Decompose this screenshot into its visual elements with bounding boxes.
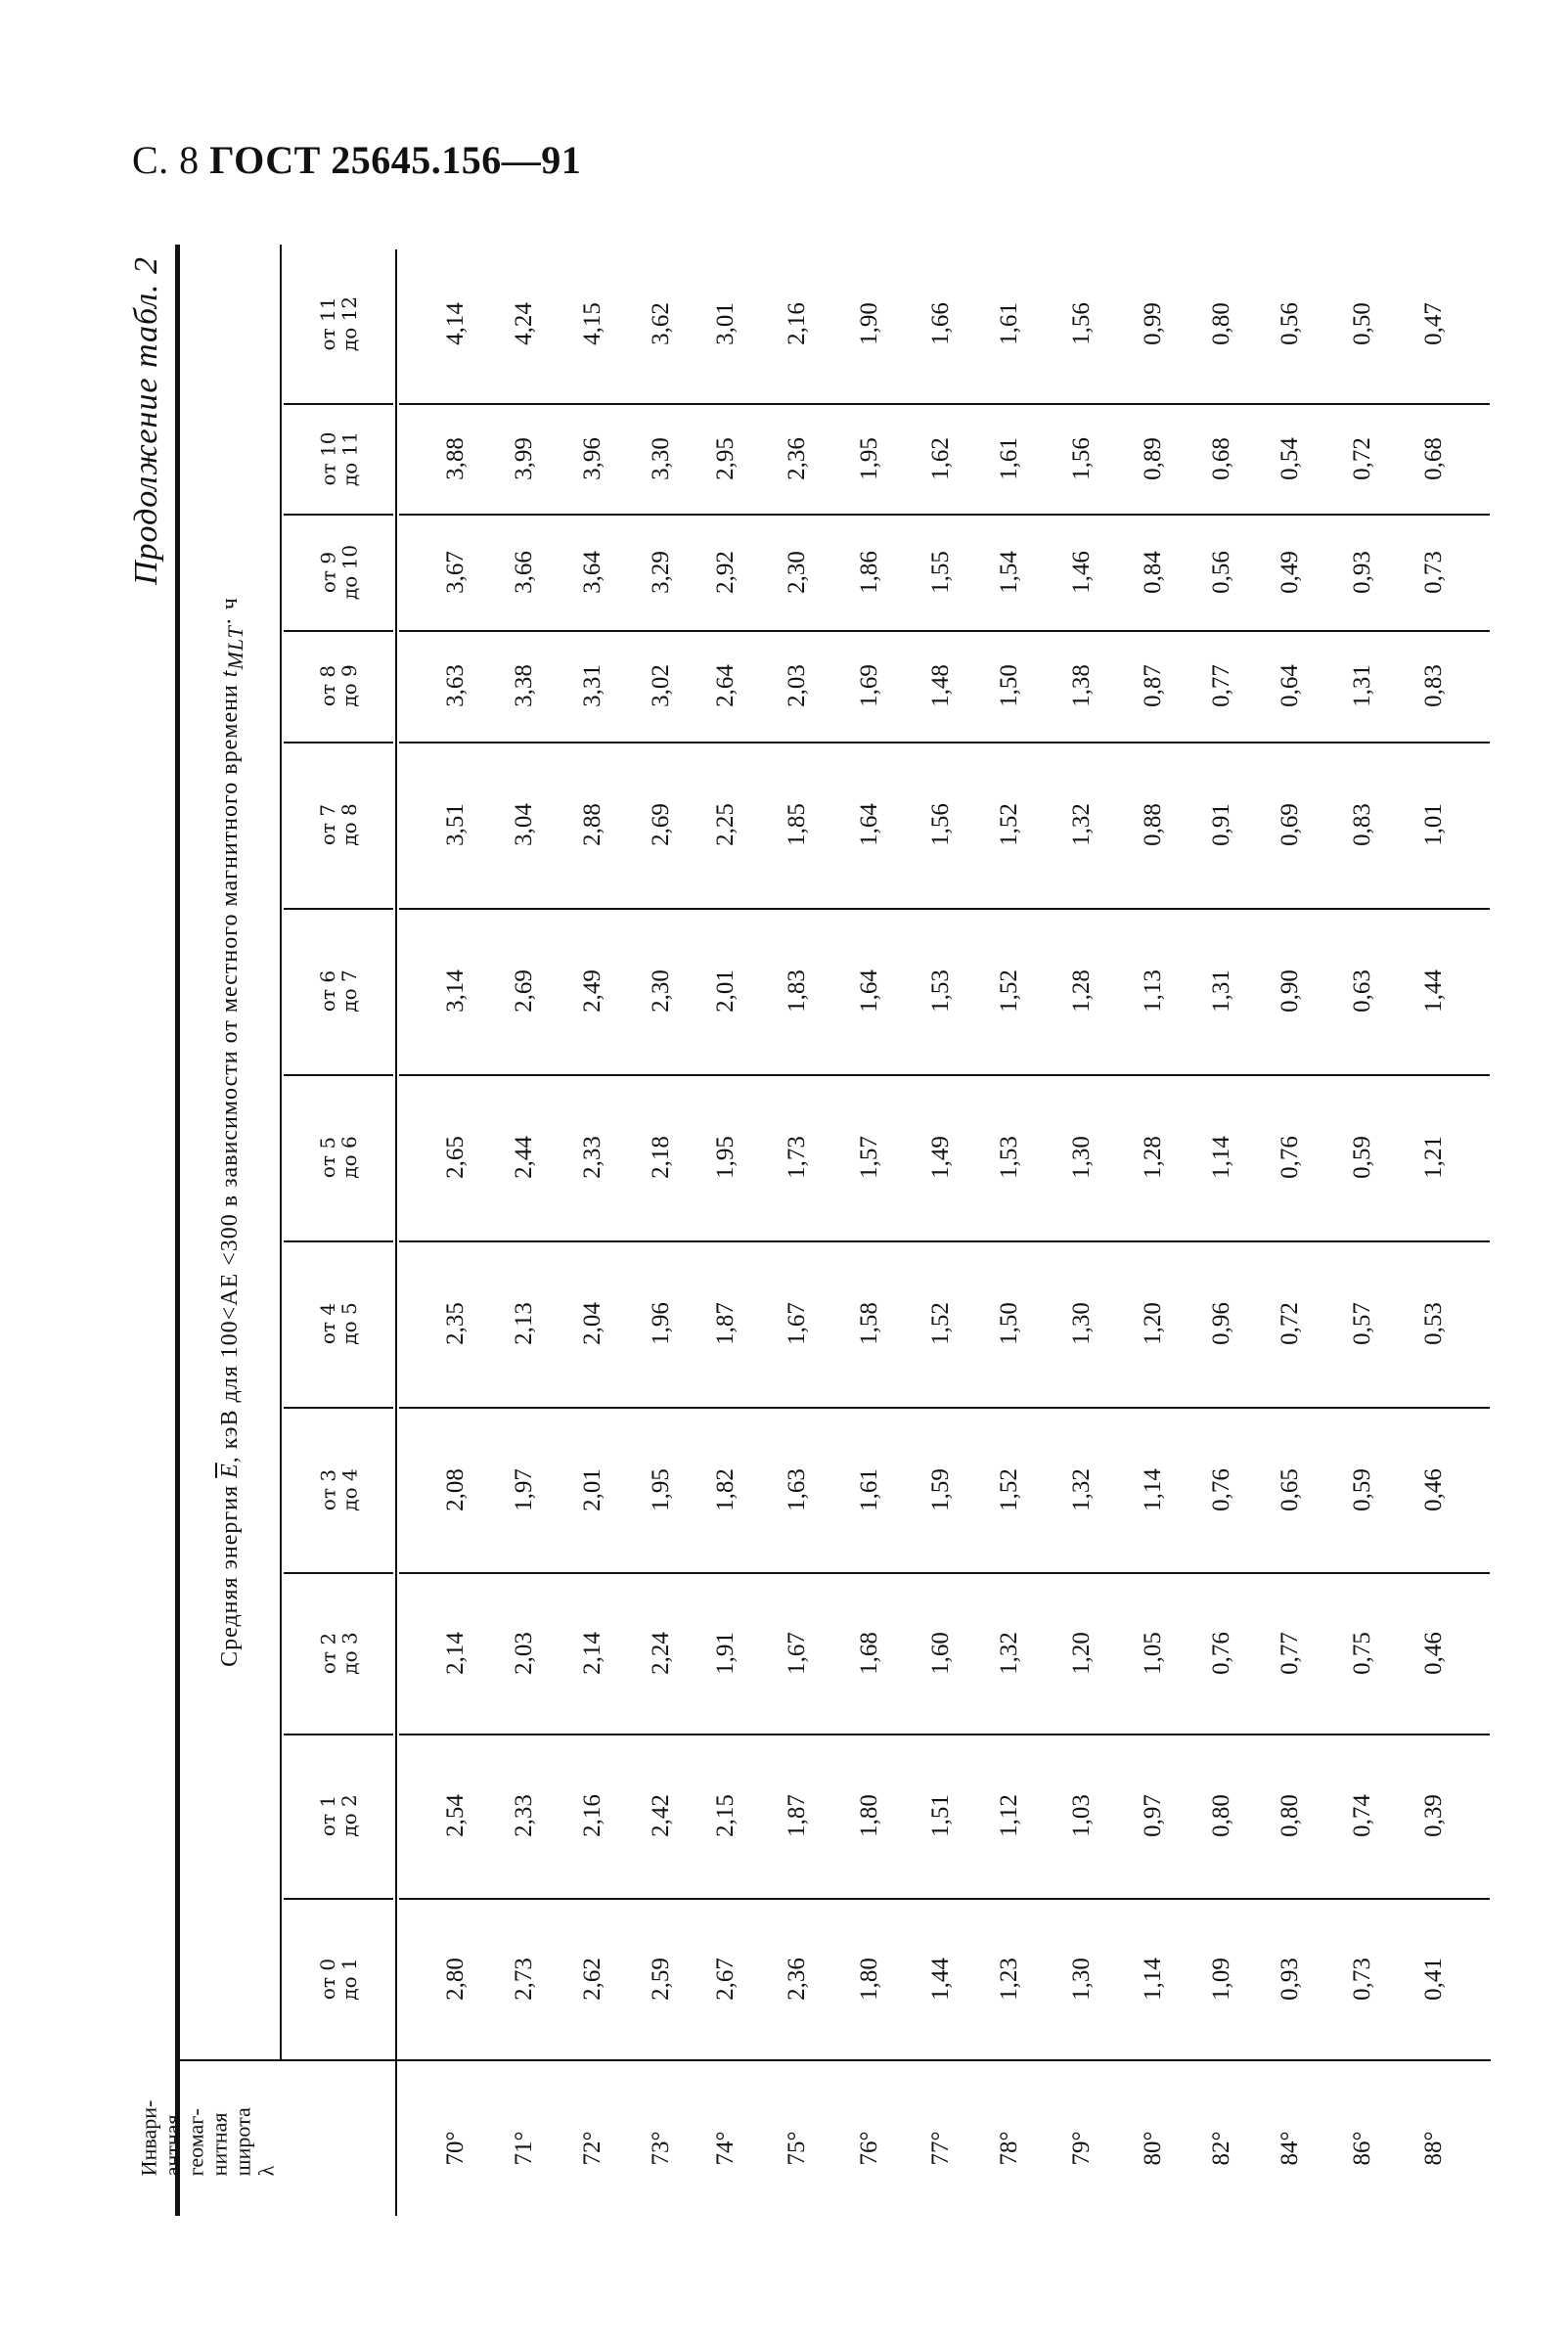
column-header-from: от 2 [316, 1632, 339, 1674]
table-cell: 0,69 [1277, 803, 1303, 846]
column-header-from: от 10 [316, 431, 339, 485]
table-caption: Продолжение табл. 2 [128, 255, 164, 586]
table-cell: 2,36 [784, 436, 810, 480]
table-cell: 1,32 [996, 1631, 1022, 1675]
table-cell: 1,53 [927, 969, 954, 1013]
table-cell: 1,95 [856, 436, 882, 480]
table-cell: 1,64 [856, 803, 882, 846]
table-cell: 0,93 [1349, 550, 1375, 594]
table-cell: 2,18 [648, 1136, 674, 1179]
column-header-mlt [314, 514, 363, 630]
table-cell: 1,12 [996, 1794, 1022, 1837]
table-cell: 1,68 [856, 1631, 882, 1675]
table-cell: 1,32 [1068, 1467, 1095, 1511]
table-cell: 2,33 [579, 1136, 605, 1179]
table-cell: 1,61 [856, 1467, 882, 1511]
table-cell: 2,36 [784, 1958, 810, 2001]
table-cell: 1,30 [1068, 1958, 1095, 2001]
column-header-from: от 4 [316, 1302, 339, 1345]
table-cell: 1,56 [927, 803, 954, 846]
energy-symbol: $\overline{E}$ [217, 1463, 243, 1478]
group-header-text: Средняя энергия [217, 1477, 243, 1667]
table-cell: 0,59 [1349, 1136, 1375, 1179]
table-cell: 0,75 [1349, 1631, 1375, 1675]
table-cell: 0,73 [1349, 1958, 1375, 2001]
table-cell: 0,97 [1140, 1794, 1166, 1837]
table-cell: 1,52 [927, 1302, 954, 1345]
latitude-label: 72° [579, 2131, 605, 2166]
column-header-from: от 0 [316, 1958, 339, 2001]
column-header-from: от 5 [316, 1136, 339, 1179]
table-cell: 3,02 [648, 664, 674, 707]
table-cell: 0,80 [1277, 1794, 1303, 1837]
table-cell: 1,13 [1140, 969, 1166, 1013]
table-cell: 0,73 [1420, 550, 1447, 594]
table-cell: 1,80 [856, 1794, 882, 1837]
column-header-mlt [314, 245, 363, 403]
table-cell: 0,76 [1208, 1631, 1234, 1675]
table-cell: 1,28 [1140, 1136, 1166, 1179]
table-cell: 4,24 [511, 302, 537, 345]
group-header-text-2: , кэВ для 100<AE <300 в зависимости от местного магнитного времени [217, 677, 243, 1464]
table-cell: 1,48 [927, 664, 954, 707]
table-cell: 1,31 [1349, 664, 1375, 707]
table-cell: 0,80 [1208, 1794, 1234, 1837]
table-cell: 1,67 [784, 1302, 810, 1345]
table-cell: 3,62 [648, 302, 674, 345]
time-symbol: t [217, 669, 243, 678]
column-header-to: до 7 [337, 969, 361, 1013]
latitude-header [88, 2065, 328, 2212]
column-separator [399, 1074, 1490, 1076]
column-header-mlt [314, 1407, 363, 1572]
table-cell: 0,65 [1277, 1467, 1303, 1511]
table-cell: 2,54 [442, 1794, 469, 1837]
table-cell: 0,83 [1420, 664, 1447, 707]
column-header-mlt [314, 1074, 363, 1240]
table-cell: 1,38 [1068, 664, 1095, 707]
table-cell: 2,59 [648, 1958, 674, 2001]
table-cell: 1,32 [1068, 803, 1095, 846]
header-data-divider [395, 249, 397, 2216]
table-cell: 0,56 [1208, 550, 1234, 594]
table-cell: 1,20 [1068, 1631, 1095, 1675]
latitude-header-text: Инвари- антная геомаг- нитная широта λ [136, 2099, 278, 2177]
table-cell: 1,64 [856, 969, 882, 1013]
time-subscript: MLT [222, 625, 247, 670]
latitude-label: 82° [1208, 2131, 1234, 2166]
column-header-to: до 6 [337, 1136, 361, 1179]
table-cell: 1,50 [996, 664, 1022, 707]
table-cell: 1,95 [712, 1136, 739, 1179]
table-cell: 2,30 [648, 969, 674, 1013]
table-cell: 3,63 [442, 664, 469, 707]
table-cell: 1,57 [856, 1136, 882, 1179]
table-cell: 0,68 [1208, 436, 1234, 480]
column-header-from: от 1 [316, 1794, 339, 1837]
table-cell: 1,56 [1068, 302, 1095, 345]
column-header-to: до 11 [337, 430, 361, 486]
table-cell: 1,86 [856, 550, 882, 594]
table-cell: 2,14 [442, 1631, 469, 1675]
table-cell: 3,51 [442, 803, 469, 846]
table-cell: 1,09 [1208, 1958, 1234, 2001]
table-cell: 1,69 [856, 664, 882, 707]
table-cell: 1,01 [1420, 803, 1447, 846]
table-cell: 2,03 [784, 664, 810, 707]
table-cell: 1,52 [996, 803, 1022, 846]
column-header-from: от 9 [316, 551, 339, 593]
table-cell: 2,65 [442, 1136, 469, 1179]
column-header-mlt [314, 630, 363, 742]
table-cell: 1,03 [1068, 1794, 1095, 1837]
table-cell: 1,62 [927, 436, 954, 480]
column-header-from: от 11 [316, 296, 339, 351]
table-cell: 1,54 [996, 550, 1022, 594]
table-cell: 0,90 [1277, 969, 1303, 1013]
column-header-to: до 10 [337, 544, 361, 600]
group-header [208, 423, 251, 1841]
table-cell: 2,33 [511, 1794, 537, 1837]
latitude-label: 78° [996, 2131, 1022, 2166]
column-separator [399, 630, 1490, 632]
latitude-label: 80° [1140, 2131, 1166, 2166]
table-cell: 1,44 [927, 1958, 954, 2001]
table-cell: 2,30 [784, 550, 810, 594]
table-cell: 1,61 [996, 436, 1022, 480]
table-cell: 0,49 [1277, 550, 1303, 594]
table-cell: 1,80 [856, 1958, 882, 2001]
table-cell: 1,51 [927, 1794, 954, 1837]
table-cell: 1,56 [1068, 436, 1095, 480]
column-header-mlt [314, 1734, 363, 1898]
column-header-to: до 4 [337, 1467, 361, 1511]
table-cell: 2,80 [442, 1958, 469, 2001]
table-cell: 1,91 [712, 1631, 739, 1675]
table-cell: 1,14 [1208, 1136, 1234, 1179]
table-cell: 3,30 [648, 436, 674, 480]
table-cell: 0,83 [1349, 803, 1375, 846]
column-header-mlt [314, 1240, 363, 1407]
table-cell: 2,25 [712, 803, 739, 846]
table-cell: 2,67 [712, 1958, 739, 2001]
table-cell: 2,08 [442, 1467, 469, 1511]
table-cell: 1,59 [927, 1467, 954, 1511]
table-cell: 2,35 [442, 1302, 469, 1345]
latitude-label: 76° [856, 2131, 882, 2166]
column-separator [399, 742, 1490, 743]
column-separator [399, 908, 1490, 910]
table-cell: 1,96 [648, 1302, 674, 1345]
table-cell: 0,89 [1140, 436, 1166, 480]
table-cell: 1,30 [1068, 1136, 1095, 1179]
table-cell: 1,63 [784, 1467, 810, 1511]
table-cell: 2,16 [784, 302, 810, 345]
table-cell: 0,56 [1277, 302, 1303, 345]
column-header-to: до 8 [337, 803, 361, 846]
table-cell: 3,67 [442, 550, 469, 594]
table-cell: 2,04 [579, 1302, 605, 1345]
column-header-mlt [314, 403, 363, 514]
table-cell: 1,44 [1420, 969, 1447, 1013]
table-cell: 1,14 [1140, 1467, 1166, 1511]
table-cell: 1,90 [856, 302, 882, 345]
table-cell: 1,87 [784, 1794, 810, 1837]
column-separator [399, 403, 1490, 405]
table-cell: 1,28 [1068, 969, 1095, 1013]
table-cell: 1,05 [1140, 1631, 1166, 1675]
column-header-to: до 5 [337, 1302, 361, 1345]
column-header-to: до 9 [337, 664, 361, 707]
table-cell: 2,69 [511, 969, 537, 1013]
table-cell: 4,14 [442, 302, 469, 345]
table-cell: 0,46 [1420, 1631, 1447, 1675]
table-cell: 2,44 [511, 1136, 537, 1179]
latitude-label: 74° [712, 2131, 739, 2166]
table-left-border [175, 245, 180, 2216]
column-header-from: от 3 [316, 1468, 339, 1510]
latitude-label: 86° [1349, 2131, 1375, 2166]
table-cell: 2,88 [579, 803, 605, 846]
table-cell: 1,82 [712, 1467, 739, 1511]
table-cell: 0,64 [1277, 664, 1303, 707]
table-cell: 2,73 [511, 1958, 537, 2001]
table-cell: 1,83 [784, 969, 810, 1013]
table-cell: 0,76 [1277, 1136, 1303, 1179]
table-cell: 2,15 [712, 1794, 739, 1837]
table-cell: 3,64 [579, 550, 605, 594]
table-cell: 1,50 [996, 1302, 1022, 1345]
table-cell: 0,91 [1208, 803, 1234, 846]
table-cell: 1,58 [856, 1302, 882, 1345]
table-cell: 0,80 [1208, 302, 1234, 345]
column-header-to: до 3 [337, 1631, 361, 1675]
table-cell: 0,72 [1349, 436, 1375, 480]
table-cell: 2,42 [648, 1794, 674, 1837]
table-cell: 2,24 [648, 1631, 674, 1675]
table-cell: 2,49 [579, 969, 605, 1013]
column-separator [399, 1734, 1490, 1735]
table-cell: 2,64 [712, 664, 739, 707]
column-separator [399, 1407, 1490, 1409]
latitude-label: 79° [1068, 2131, 1095, 2166]
table-cell: 0,93 [1277, 1958, 1303, 2001]
table-cell: 1,53 [996, 1136, 1022, 1179]
column-separator [399, 1898, 1490, 1900]
latitude-label: 75° [784, 2131, 810, 2166]
column-header-from: от 7 [316, 803, 339, 846]
table-cell: 1,66 [927, 302, 954, 345]
table-cell: 0,77 [1208, 664, 1234, 707]
table-cell: 1,20 [1140, 1302, 1166, 1345]
table-cell: 0,96 [1208, 1302, 1234, 1345]
table-cell: 0,72 [1277, 1302, 1303, 1345]
table-cell: 0,46 [1420, 1467, 1447, 1511]
table-cell: 0,50 [1349, 302, 1375, 345]
table-cell: 0,63 [1349, 969, 1375, 1013]
table-cell: 0,54 [1277, 436, 1303, 480]
table-cell: 0,88 [1140, 803, 1166, 846]
column-separator [399, 1572, 1490, 1574]
table-cell: 1,60 [927, 1631, 954, 1675]
table-cell: 1,52 [996, 1467, 1022, 1511]
table-cell: 1,52 [996, 969, 1022, 1013]
table-cell: 3,04 [511, 803, 537, 846]
column-header-to: до 2 [337, 1794, 361, 1837]
table-cell: 2,03 [511, 1631, 537, 1675]
table-cell: 3,88 [442, 436, 469, 480]
table-cell: 1,30 [1068, 1302, 1095, 1345]
latitude-label: 70° [442, 2131, 469, 2166]
column-header-to: до 1 [337, 1958, 361, 2001]
table-cell: 1,95 [648, 1467, 674, 1511]
table-cell: 0,41 [1420, 1958, 1447, 2001]
latitude-label: 77° [927, 2131, 954, 2166]
table-cell: 2,92 [712, 550, 739, 594]
table-cell: 3,31 [579, 664, 605, 707]
table-cell: 1,87 [712, 1302, 739, 1345]
table-cell: 0,74 [1349, 1794, 1375, 1837]
table-cell: 0,39 [1420, 1794, 1447, 1837]
column-header-mlt [314, 1572, 363, 1734]
table-cell: 2,16 [579, 1794, 605, 1837]
table-cell: 2,01 [579, 1467, 605, 1511]
table-cell: 1,31 [1208, 969, 1234, 1013]
table-cell: 1,61 [996, 302, 1022, 345]
column-header-mlt [314, 1898, 363, 2060]
latitude-label: 73° [648, 2131, 674, 2166]
table-cell: 1,14 [1140, 1958, 1166, 2001]
table-cell: 2,62 [579, 1958, 605, 2001]
table-cell: 1,21 [1420, 1136, 1447, 1179]
table-cell: 1,73 [784, 1136, 810, 1179]
table-cell: 0,53 [1420, 1302, 1447, 1345]
column-header-from: от 6 [316, 969, 339, 1013]
standard-number: ГОСТ 25645.156—91 [209, 138, 582, 182]
page-number: С. 8 [132, 138, 200, 182]
table-cell: 0,87 [1140, 664, 1166, 707]
column-header-mlt [314, 908, 363, 1074]
table-cell: 2,69 [648, 803, 674, 846]
table-cell: 0,99 [1140, 302, 1166, 345]
table-cell: 2,14 [579, 1631, 605, 1675]
table-cell: 3,66 [511, 550, 537, 594]
table-cell: 3,99 [511, 436, 537, 480]
column-header-to: до 12 [337, 295, 361, 352]
table-cell: 1,85 [784, 803, 810, 846]
column-separator [399, 1240, 1490, 1242]
table-cell: 0,59 [1349, 1467, 1375, 1511]
table-cell: 2,95 [712, 436, 739, 480]
table-cell: 0,84 [1140, 550, 1166, 594]
table-cell: 0,68 [1420, 436, 1447, 480]
table-cell: 2,13 [511, 1302, 537, 1345]
page-header [132, 137, 581, 183]
table-cell: 0,47 [1420, 302, 1447, 345]
table-cell: 0,76 [1208, 1467, 1234, 1511]
table-cell: 1,55 [927, 550, 954, 594]
table-cell: 1,49 [927, 1136, 954, 1179]
latitude-label: 84° [1277, 2131, 1303, 2166]
table-cell: 3,38 [511, 664, 537, 707]
table-cell: 2,01 [712, 969, 739, 1013]
table-cell: 0,57 [1349, 1302, 1375, 1345]
column-header-mlt [314, 742, 363, 908]
table-cell: 1,23 [996, 1958, 1022, 2001]
table-cell: 3,14 [442, 969, 469, 1013]
table-cell: 3,29 [648, 550, 674, 594]
group-header-divider [280, 245, 282, 2061]
time-unit: · ч [217, 597, 243, 626]
table-cell: 0,77 [1277, 1631, 1303, 1675]
table-cell: 3,96 [579, 436, 605, 480]
column-header-from: от 8 [316, 664, 339, 707]
table-cell: 1,67 [784, 1631, 810, 1675]
table-cell: 4,15 [579, 302, 605, 345]
column-separator [399, 514, 1490, 516]
row-header-divider [180, 2059, 1491, 2061]
table-cell: 3,01 [712, 302, 739, 345]
latitude-label: 71° [511, 2131, 537, 2166]
table-cell: 1,97 [511, 1467, 537, 1511]
latitude-label: 88° [1420, 2131, 1447, 2166]
table-cell: 1,46 [1068, 550, 1095, 594]
